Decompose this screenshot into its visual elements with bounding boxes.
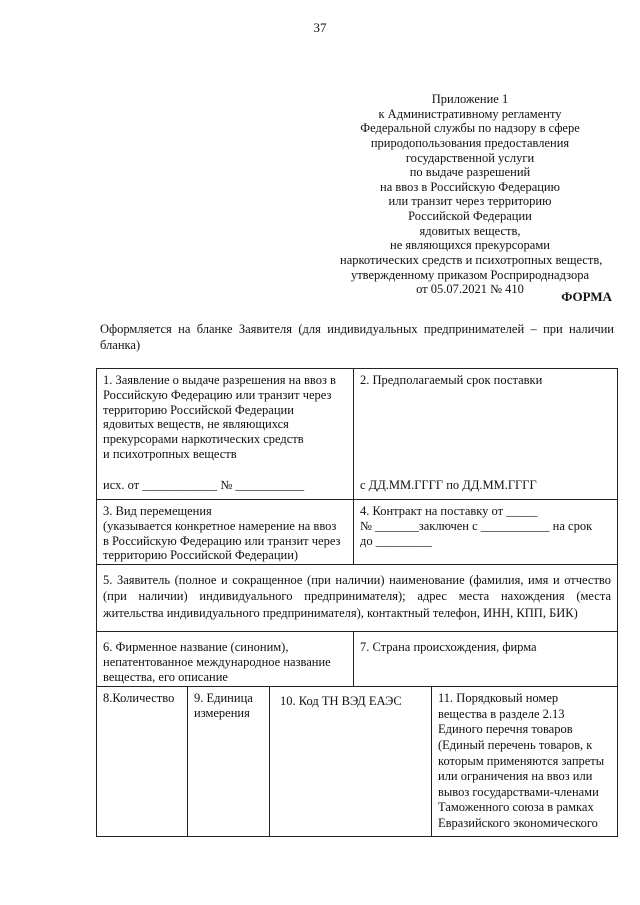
- appendix-line: государственной услуги: [405, 150, 535, 165]
- field-3-text: в Российскую Федерацию или транзит через: [103, 533, 341, 548]
- appendix-line: от 05.07.2021 № 410: [416, 282, 524, 297]
- appendix-line: природопользования предоставления: [370, 135, 570, 150]
- letterhead-note: Оформляется на бланке Заявителя (для индивидуальных предпринимателей – при наличии бланка): [100, 322, 614, 352]
- application-form-table: [96, 368, 618, 837]
- field-4-text: 4. Контракт на поставку от _____: [360, 504, 538, 518]
- field-9-text: измерения: [194, 705, 250, 720]
- field-2-title: 2. Предполагаемый срок поставки: [360, 373, 543, 387]
- field-3-movement-type: [97, 500, 353, 564]
- field-11-text: вещества в разделе 2.13: [438, 706, 565, 721]
- appendix-line: Российской Федерации: [408, 209, 532, 223]
- field-6-text: непатентованное международное название: [103, 654, 331, 669]
- field-11-text: или ограничения на ввоз или: [438, 769, 593, 784]
- field-11-text: которым применяются запреты: [438, 753, 605, 768]
- appendix-line: на ввоз в Российскую Федерацию: [380, 179, 560, 194]
- field-9-unit: [187, 687, 269, 836]
- appendix-line: или транзит через территорию: [388, 194, 552, 209]
- field-6-substance-name: [97, 632, 353, 686]
- field-1-text: и психотропных веществ: [103, 446, 237, 461]
- field-10-hs-code: 10. Код ТН ВЭД ЕАЭС: [269, 687, 431, 836]
- field-11-text: вывоз государствами-членами: [438, 784, 599, 799]
- appendix-header: [340, 92, 603, 297]
- field-1-outgoing-ref: исх. от ____________ № ___________: [103, 478, 305, 493]
- field-3-text: 3. Вид перемещения: [103, 504, 212, 518]
- appendix-line: ядовитых веществ,: [419, 223, 521, 238]
- field-1-application: [97, 369, 353, 499]
- field-6-text: 6. Фирменное название (синоним),: [103, 640, 289, 654]
- field-5-applicant: 5. Заявитель (полное и сокращенное (при наличии) наименование (фамилия, имя и отчество (при наличии) индивидуального предпринимателя); адрес места нахождения (места жительства индивидуального предпринимателя), контактный телефон, ИНН, КПП, БИК): [103, 573, 611, 620]
- field-2-delivery-period: [353, 369, 617, 499]
- field-1-text: 1. Заявление о выдаче разрешения на ввоз в: [103, 373, 336, 387]
- field-4-contract: [353, 500, 617, 564]
- form-row: [97, 369, 617, 500]
- field-7-country-of-origin: 7. Страна происхождения, фирма: [353, 632, 617, 686]
- field-11-text: Евразийского экономического: [438, 816, 598, 830]
- field-3-text: территорию Российской Федерации): [103, 548, 299, 563]
- field-4-text: до _________: [360, 533, 432, 548]
- form-row: [97, 565, 617, 632]
- appendix-line: Федеральной службы по надзору в сфере: [360, 121, 580, 136]
- field-11-text: Единого перечня товаров: [438, 722, 573, 737]
- form-row: [97, 687, 617, 836]
- field-1-text: прекурсорами наркотических средств: [103, 432, 304, 446]
- form-row: [97, 632, 617, 687]
- field-4-text: № _______заключен с ___________ на срок: [360, 518, 593, 533]
- form-label: ФОРМА: [561, 289, 612, 304]
- appendix-line: не являющихся прекурсорами: [390, 238, 550, 253]
- page-number: 37: [313, 20, 327, 35]
- appendix-line: к Административному регламенту: [378, 106, 562, 121]
- appendix-line: утвержденному приказом Росприроднадзора: [350, 267, 590, 282]
- field-2-period: с ДД.ММ.ГГГГ по ДД.ММ.ГГГГ: [360, 478, 537, 493]
- field-1-text: ядовитых веществ, не являющихся: [103, 417, 289, 432]
- field-11-text: Таможенного союза в рамках: [438, 800, 594, 815]
- field-11-text: 11. Порядковый номер: [438, 691, 559, 705]
- appendix-line: по выдаче разрешений: [409, 165, 531, 180]
- field-1-text: территорию Российской Федерации: [103, 402, 294, 417]
- form-row: [97, 500, 617, 565]
- field-11-list-number: [431, 687, 617, 836]
- field-11-text: (Единый перечень товаров, к: [438, 737, 593, 752]
- field-1-text: Российскую Федерацию или транзит через: [103, 387, 332, 402]
- field-6-text: вещества, его описание: [103, 669, 228, 684]
- field-8-quantity: 8.Количество: [103, 691, 175, 705]
- appendix-line: Приложение 1: [431, 92, 509, 106]
- appendix-line: наркотических средств и психотропных веществ,: [340, 252, 603, 267]
- field-9-text: 9. Единица: [194, 691, 253, 705]
- field-3-text: (указывается конкретное намерение на ввоз: [103, 518, 337, 533]
